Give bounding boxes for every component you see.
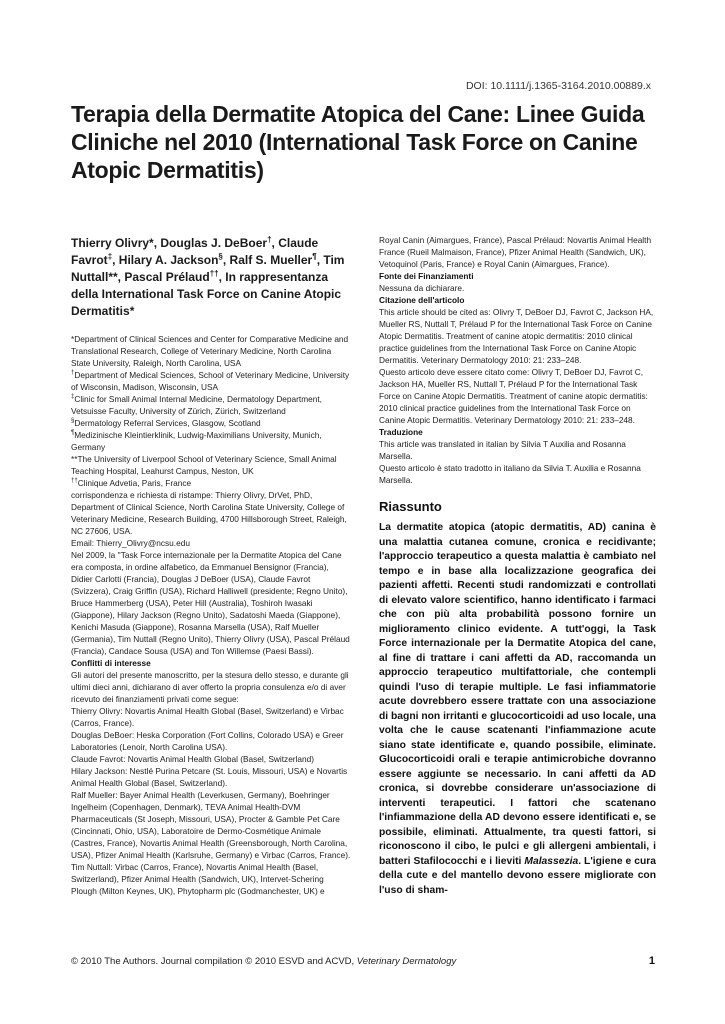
page-number: 1 [648, 955, 655, 967]
article-title: Terapia della Dermatite Atopica del Cane: Linee Guida Cliniche nel 2010 (International Task Force on Canine Atopic Dermatitis) [71, 101, 645, 183]
riassunto-text: La dermatite atopica (atopic dermatitis, AD) canina è una malattia cutanea comune, cronica e recidivante; l'approccio terapeutico a questa malattia è cambiato nel tempo e in base alla localizzazione geografica dei pazienti affetti. Recenti studi randomizzati e controllati di elevato valore scientifico, hanno identificato i farmaci che con più alta probabilità possono fornire un miglioramento clinico evidente. A tutt'oggi, la Task Force internazionale per la Dermatite Atopica del cane, al fine di trattare i cani affetti da AD, raccomanda un approccio terapeutico multifattoriale, che contempli quindi l'uso di terapie multiple. Le fasi infiammatorie acute dovrebbero essere trattate con una associazione di bagni non irritanti e glucocorticoidi ad uso locale, una volta che le cause scatenanti l'infiammazione acute siano state identificate e, quando possibile, eliminate. Glucocorticoidi orali e terapie antimicrobiche dovranno essere aggiunte se necessario. In cani affetti da AD cronica, si dovrebbe considerare un'associazione di interventi terapeutici. I fattori che scatenano l'infiammazione della AD devono essere identificati e, se possibile, eliminati. Attualmente, tra questi fattori, si riconoscono il cibo, le pulci e gli allergeni ambientali, i batteri Stafilococchi e i lieviti Malassezia. L'igiene e cura della cute e del mantello devono essere migliorate con l'uso di sham- [379, 522, 656, 896]
affiliation: ††Clinique Advetia, Paris, France [71, 478, 192, 488]
email: Email: Thierry_Olivry@ncsu.edu [71, 538, 190, 548]
conflicts-heading: Conflitti di interesse [71, 658, 151, 668]
copyright-footer: © 2010 The Authors. Journal compilation © 2010 ESVD and ACVD, Veterinary Dermatology [71, 956, 457, 967]
left-column [71, 235, 351, 897]
correspondence: corrispondenza e richiesta di ristampe: Thierry Olivry, DrVet, PhD, Department of Clinical Science, North Carolina State University, College of Veterinary Medicine, Research Building, 4700 Hillsborough Street, Raleigh, NC 27606, USA. [71, 490, 347, 536]
front-matter-block [379, 234, 656, 486]
affiliation: ‡Clinic for Small Animal Internal Medicine, Dermatology Department, Vetsuisse Faculty, University of Zürich, Zürich, Switzerland [71, 394, 322, 416]
conflicts-continuation: Royal Canin (Aimargues, France), Pascal Prélaud: Novartis Animal Health France (Rueil Malmaison, France), Pfizer Animal Health (Sandwich, UK), Vetoquinol (Paris, France) e Royal Canin (Aimargues, France). [379, 235, 652, 269]
affiliations-block [71, 333, 351, 897]
translation-en: This article was translated in italian by Silvia T Auxilia and Rosanna Marsella. [379, 439, 626, 461]
citation-it: Questo articolo deve essere citato come: Olivry T, DeBoer DJ, Favrot C, Jackson HA, Mueller RS, Nuttall T, Prélaud P for the International Task Force on Canine Atopic Dermatitis. Treatment of canine atopic dermatitis: 2010 clinical practice guidelines from the International Task Force on Canine Atopic Dermatitis. Veterinary Dermatology 2010: 21: 233–248. [379, 367, 648, 425]
translation-heading: Traduzione [379, 427, 423, 437]
right-column [379, 234, 656, 898]
funding-text: Nessuna da dichiarare. [379, 283, 465, 293]
funding-heading: Fonte dei Finanziamenti [379, 271, 474, 281]
affiliation: *Department of Clinical Sciences and Center for Comparative Medicine and Translational Research, College of Veterinary Medicine, North Carolina State University, Raleigh, North Carolina, USA [71, 334, 349, 368]
conflict-item: Ralf Mueller: Bayer Animal Health (Leverkusen, Germany), Boehringer Ingelheim (Copenhagen, Denmark), TEVA Animal Health-DVM Pharmaceuticals (St Joseph, Missouri, USA), Procter & Gamble Pet Care (Cincinnati, Ohio, USA), Laboratoire de Dermo-Cosmétique Animale (Castres, France), Novartis Animal Health (Greensborough, North Carolina, USA), Pfizer Animal Health (Karlsruhe, Germany) e Virbac (Carros, France). [71, 790, 351, 860]
conflict-item: Tim Nuttall: Virbac (Carros, France), Novartis Animal Health (Basel, Switzerland), Pfizer Animal Health (Sandwich, UK), Intervet-Schering Plough (Milton Keynes, UK), Phytopharm plc (Godmanchester, UK) e [71, 862, 325, 896]
citation-heading: Citazione dell'articolo [379, 295, 465, 305]
doi: DOI: 10.1111/j.1365-3164.2010.00889.x [465, 80, 651, 92]
conflict-item: Douglas DeBoer: Heska Corporation (Fort Collins, Colorado USA) e Greer Laboratories (Lenoir, North Carolina USA). [71, 730, 344, 752]
affiliation: ¶Medizinische Kleintierklinik, Ludwig-Maximilians University, Munich, Germany [71, 430, 322, 452]
author-list: Thierry Olivry*, Douglas J. DeBoer†, Claude Favrot‡, Hilary A. Jackson§, Ralf S. Mueller¶, Tim Nuttall**, Pascal Prélaud††, In rappresentanza della International Task Force on Canine Atopic Dermatitis* [71, 235, 345, 318]
conflict-item: Claude Favrot: Novartis Animal Health Global (Basel, Switzerland) [71, 754, 315, 764]
riassunto-heading: Riassunto [379, 499, 442, 514]
affiliation: †Department of Medical Sciences, School of Veterinary Medicine, University of Wisconsin, Madison, Wisconsin, USA [71, 370, 350, 392]
affiliation: §Dermatology Referral Services, Glasgow, Scotland [71, 418, 261, 428]
translation-it: Questo articolo è stato tradotto in italiano da Silvia T. Auxilia e Rosanna Marsella. [379, 463, 641, 485]
conflicts-intro: Gli autori del presente manoscritto, per la stesura dello stesso, e durante gli ultimi dieci anni, dichiarano di aver offerto la propria consulenza e/o di aver ricevuto dei finanziamenti privati come segue: [71, 670, 349, 704]
affiliation: **The University of Liverpool School of Veterinary Science, Small Animal Teaching Hospital, Leahurst Campus, Neston, UK [71, 454, 337, 476]
conflict-item: Thierry Olivry: Novartis Animal Health Global (Basel, Switzerland) e Virbac (Carros, France). [71, 706, 344, 728]
citation-en: This article should be cited as: Olivry T, DeBoer DJ, Favrot C, Jackson HA, Mueller RS, Nuttall T, Prélaud P for the International Task Force on Canine Atopic Dermatitis. Treatment of canine atopic dermatitis: 2010 clinical practice guidelines from the International Task Force on Canine Atopic Dermatitis. Veterinary Dermatology 2010: 21: 233–248. [379, 307, 654, 365]
task-force-note: Nel 2009, la ''Task Force internazionale per la Dermatite Atopica del Cane era composta, in ordine alfabetico, da Emmanuel Bensignor (Francia), Didier Carlotti (Francia), Douglas J DeBoer (USA), Claude Favrot (Svizzera), Craig Griffin (USA), Richard Halliwell (presidente; Regno Unito), Bruce Hammerberg (USA), Peter Hill (Australia), Toshiroh Iwasaki (Giappone), Hilary Jackson (Regno Unito), Sadatoshi Maeda (Giappone), Kenichi Masuda (Giappone), Rosanna Marsella (USA), Ralf Mueller (Germania), Tim Nuttall (Regno Unito), Thierry Olivry (USA), Pascal Prélaud (Francia), Candace Sousa (USA) and Ton Willemse (Paesi Bassi). [71, 550, 350, 656]
conflict-item: Hilary Jackson: Nestlé Purina Petcare (St. Louis, Missouri, USA) e Novartis Animal Health Global (Basel, Switzerland). [71, 766, 348, 788]
